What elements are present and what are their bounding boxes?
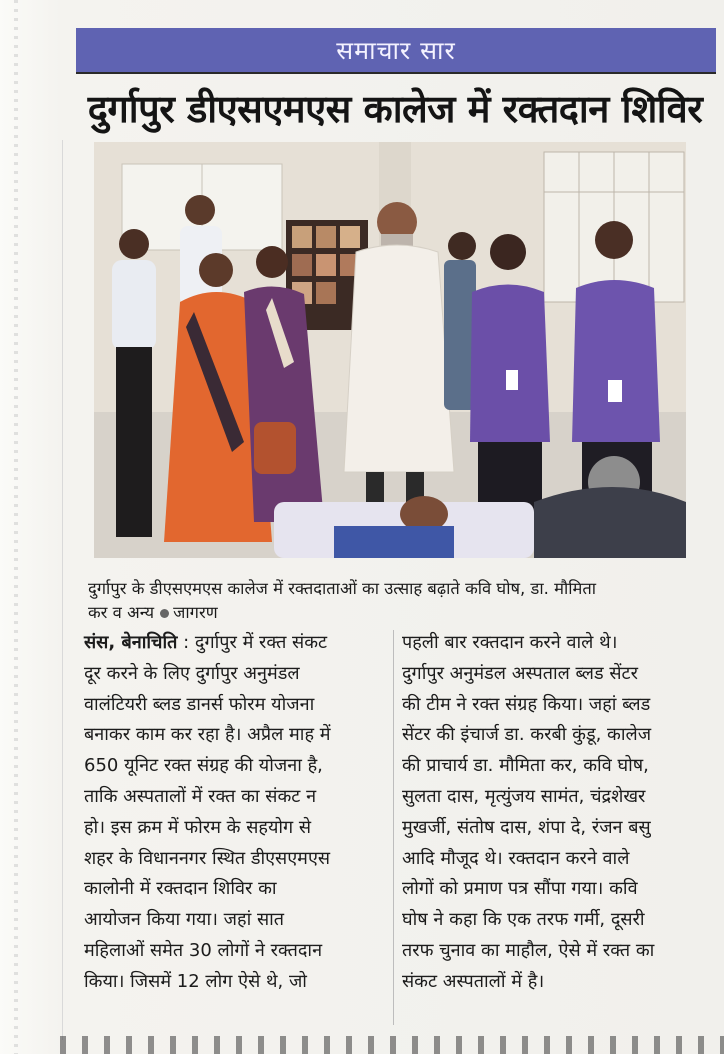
section-label: समाचार सार xyxy=(336,36,456,65)
paragraph-line-text: : दुर्गापुर में रक्त संकट xyxy=(183,632,328,653)
paragraph-line: घोष ने कहा कि एक तरफ गर्मी, दूसरी xyxy=(402,909,645,931)
paragraph-line: किया। जिसमें 12 लोग ऐसे थे, जो xyxy=(84,970,307,992)
caption-line-2-text: कर व अन्य xyxy=(88,603,155,622)
paragraph-line: 650 यूनिट रक्त संग्रह की योजना है, xyxy=(84,755,323,777)
paragraph-line: तरफ चुनाव का माहौल, ऐसे में रक्त का xyxy=(402,939,655,961)
article-column-right xyxy=(402,628,702,998)
paragraph-line: सुलता दास, मृत्युंजय सामंत, चंद्रशेखर xyxy=(402,785,646,807)
caption-source: जागरण xyxy=(173,603,218,622)
paragraph-line: आयोजन किया गया। जहां सात xyxy=(84,909,285,931)
column-divider xyxy=(393,630,394,1025)
paragraph-line: दुर्गापुर अनुमंडल अस्पताल ब्लड सेंटर xyxy=(402,662,638,684)
paragraph-line: पहली बार रक्तदान करने वाले थे। xyxy=(402,632,618,653)
article-column-left xyxy=(84,628,384,998)
caption-line-2 xyxy=(88,601,696,625)
dateline: संस, बेनाचिति xyxy=(84,632,178,653)
caption-line-1: दुर्गापुर के डीएसएमएस कालेज में रक्तदाताओं का उत्साह बढ़ाते कवि घोष, डा. मौमिता xyxy=(88,579,597,598)
article-headline: दुर्गापुर डीएसएमएस कालेज में रक्तदान शिविर xyxy=(87,87,703,131)
paragraph-line: की प्राचार्य डा. मौमिता कर, कवि घोष, xyxy=(402,755,649,777)
bullet-dot-icon xyxy=(160,609,169,618)
news-photo xyxy=(94,142,686,558)
paragraph-line: आदि मौजूद थे। रक्तदान करने वाले xyxy=(402,847,630,869)
paragraph-line xyxy=(84,628,384,659)
paragraph-line: दूर करने के लिए दुर्गापुर अनुमंडल xyxy=(84,662,300,684)
paragraph-line: ताकि अस्पतालों में रक्त का संकट न xyxy=(84,785,317,807)
photo-caption xyxy=(88,577,696,625)
perforation-edge xyxy=(14,0,18,1054)
paragraph-line: महिलाओं समेत 30 लोगों ने रक्तदान xyxy=(84,939,323,961)
paragraph-line: शहर के विधाननगर स्थित डीएसएमएस xyxy=(84,847,331,869)
paragraph-line: बनाकर काम कर रहा है। अप्रैल माह में xyxy=(84,724,331,746)
paragraph-line: सेंटर की इंचार्ज डा. करबी कुंडू, कालेज xyxy=(402,724,652,746)
paragraph-line: लोगों को प्रमाण पत्र सौंपा गया। कवि xyxy=(402,878,638,900)
header-rule xyxy=(76,72,716,74)
paragraph-line: हो। इस क्रम में फोरम के सहयोग से xyxy=(84,816,312,838)
section-header-band xyxy=(76,28,716,72)
paragraph-line: मुखर्जी, संतोष दास, शंपा दे, रंजन बसु xyxy=(402,816,651,838)
column-border xyxy=(62,140,63,1040)
paragraph-line: कालोनी में रक्तदान शिविर का xyxy=(84,878,277,900)
paragraph-line: की टीम ने रक्त संग्रह किया। जहां ब्लड xyxy=(402,693,651,715)
paragraph-line: वालंटियरी ब्लड डानर्स फोरम योजना xyxy=(84,693,315,715)
paragraph-line: संकट अस्पतालों में है। xyxy=(402,970,545,992)
cut-edge-next-article xyxy=(60,1036,724,1054)
photo-illustration xyxy=(94,142,686,558)
